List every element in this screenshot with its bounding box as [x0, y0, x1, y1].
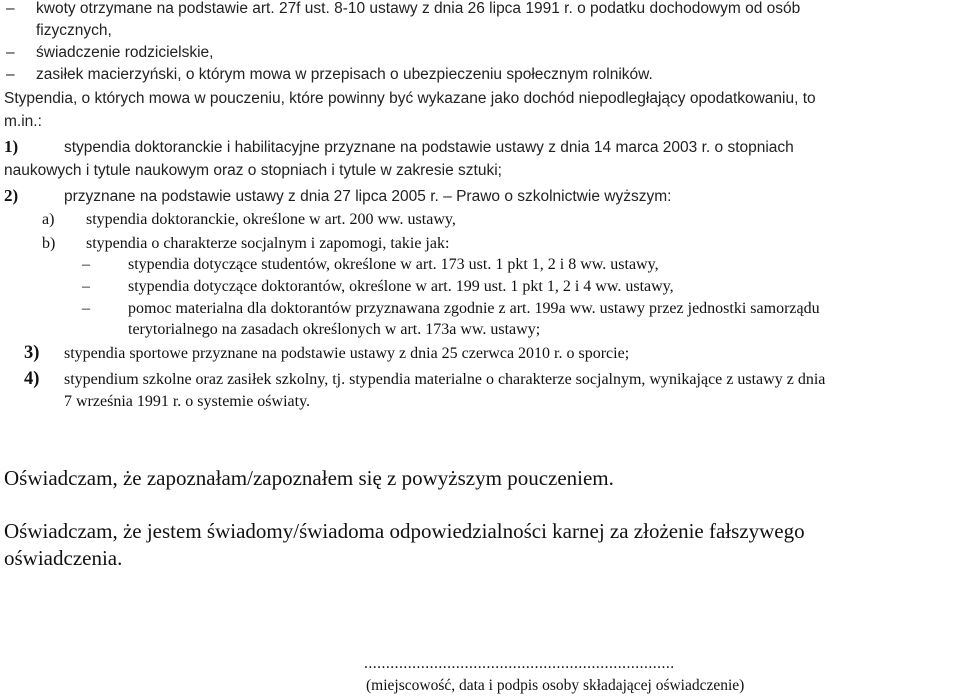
- intro-text-continuation: m.in.:: [4, 113, 42, 130]
- list-item: pomoc materialna dla doktorantów przyznawana zgodnie z art. 199a ww. ustawy przez jednostki samorządu: [128, 300, 820, 317]
- point-text-continuation: 7 września 1991 r. o systemie oświaty.: [64, 393, 311, 410]
- point-number: 2): [4, 186, 19, 205]
- subpoint-label: a): [42, 211, 55, 228]
- point-text: [64, 188, 671, 206]
- declaration-liability: Oświadczam, że jestem świadomy/świadoma odpowiedzialności karnej za złożenie fałszywego: [4, 519, 805, 543]
- declaration-acknowledgement: Oświadczam, że zapoznałam/zapoznałem się z powyższym pouczeniem.: [4, 466, 614, 490]
- point-text: stypendium szkolne oraz zasiłek szkolny, tj. stypendia materialne o charakterze socjalnym, wynikające z ustawy z dnia: [64, 371, 826, 388]
- dash-separator: –: [443, 188, 452, 205]
- point-number: 1): [4, 137, 19, 156]
- dash-bullet: –: [82, 300, 90, 317]
- dash-bullet: –: [6, 66, 15, 83]
- list-item-continuation: terytorialnego na zasadach określonych w art. 173a ww. ustawy;: [128, 321, 541, 338]
- point-text-part: przyznane na podstawie ustawy z dnia 27 lipca 2005 r.: [64, 188, 439, 205]
- point-text-part: Prawo o szkolnictwie wyższym:: [456, 188, 672, 205]
- subpoint-text: stypendia doktoranckie, określone w art. 200 ww. ustawy,: [86, 211, 456, 228]
- list-item-continuation: fizycznych,: [36, 22, 112, 39]
- intro-text: Stypendia, o których mowa w pouczeniu, które powinny być wykazane jako dochód niepodległający opodatkowaniu, to: [4, 90, 816, 107]
- signature-caption: (miejscowość, data i podpis osoby składającej oświadczenie): [366, 677, 745, 694]
- signature-line: .......................................................................: [364, 655, 675, 672]
- dash-bullet: –: [82, 278, 90, 295]
- dash-bullet: –: [6, 44, 15, 61]
- declaration-liability-continuation: oświadczenia.: [4, 546, 123, 570]
- list-item: stypendia dotyczące doktorantów, określone w art. 199 ust. 1 pkt 1, 2 i 4 ww. ustawy,: [128, 278, 674, 295]
- subpoint-text: stypendia o charakterze socjalnym i zapomogi, takie jak:: [86, 235, 450, 252]
- list-item: zasiłek macierzyński, o którym mowa w przepisach o ubezpieczeniu społecznym rolników.: [36, 66, 653, 83]
- point-number: 4): [24, 369, 40, 389]
- list-item: świadczenie rodzicielskie,: [36, 44, 214, 61]
- point-text: stypendia doktoranckie i habilitacyjne przyznane na podstawie ustawy z dnia 14 marca 2003 r. o stopniach: [64, 139, 794, 156]
- point-number: 3): [24, 343, 40, 363]
- list-item: stypendia dotyczące studentów, określone w art. 173 ust. 1 pkt 1, 2 i 8 ww. ustawy,: [128, 256, 659, 273]
- point-text: stypendia sportowe przyznane na podstawie ustawy z dnia 25 czerwca 2010 r. o sporcie;: [64, 345, 630, 362]
- list-item: kwoty otrzymane na podstawie art. 27f ust. 8-10 ustawy z dnia 26 lipca 1991 r. o podatku dochodowym od osób: [36, 0, 801, 17]
- point-text-continuation: naukowych i tytule naukowym oraz o stopniach i tytule w zakresie sztuki;: [4, 162, 502, 179]
- dash-bullet: –: [6, 0, 15, 17]
- subpoint-label: b): [42, 235, 56, 252]
- dash-bullet: –: [82, 256, 90, 273]
